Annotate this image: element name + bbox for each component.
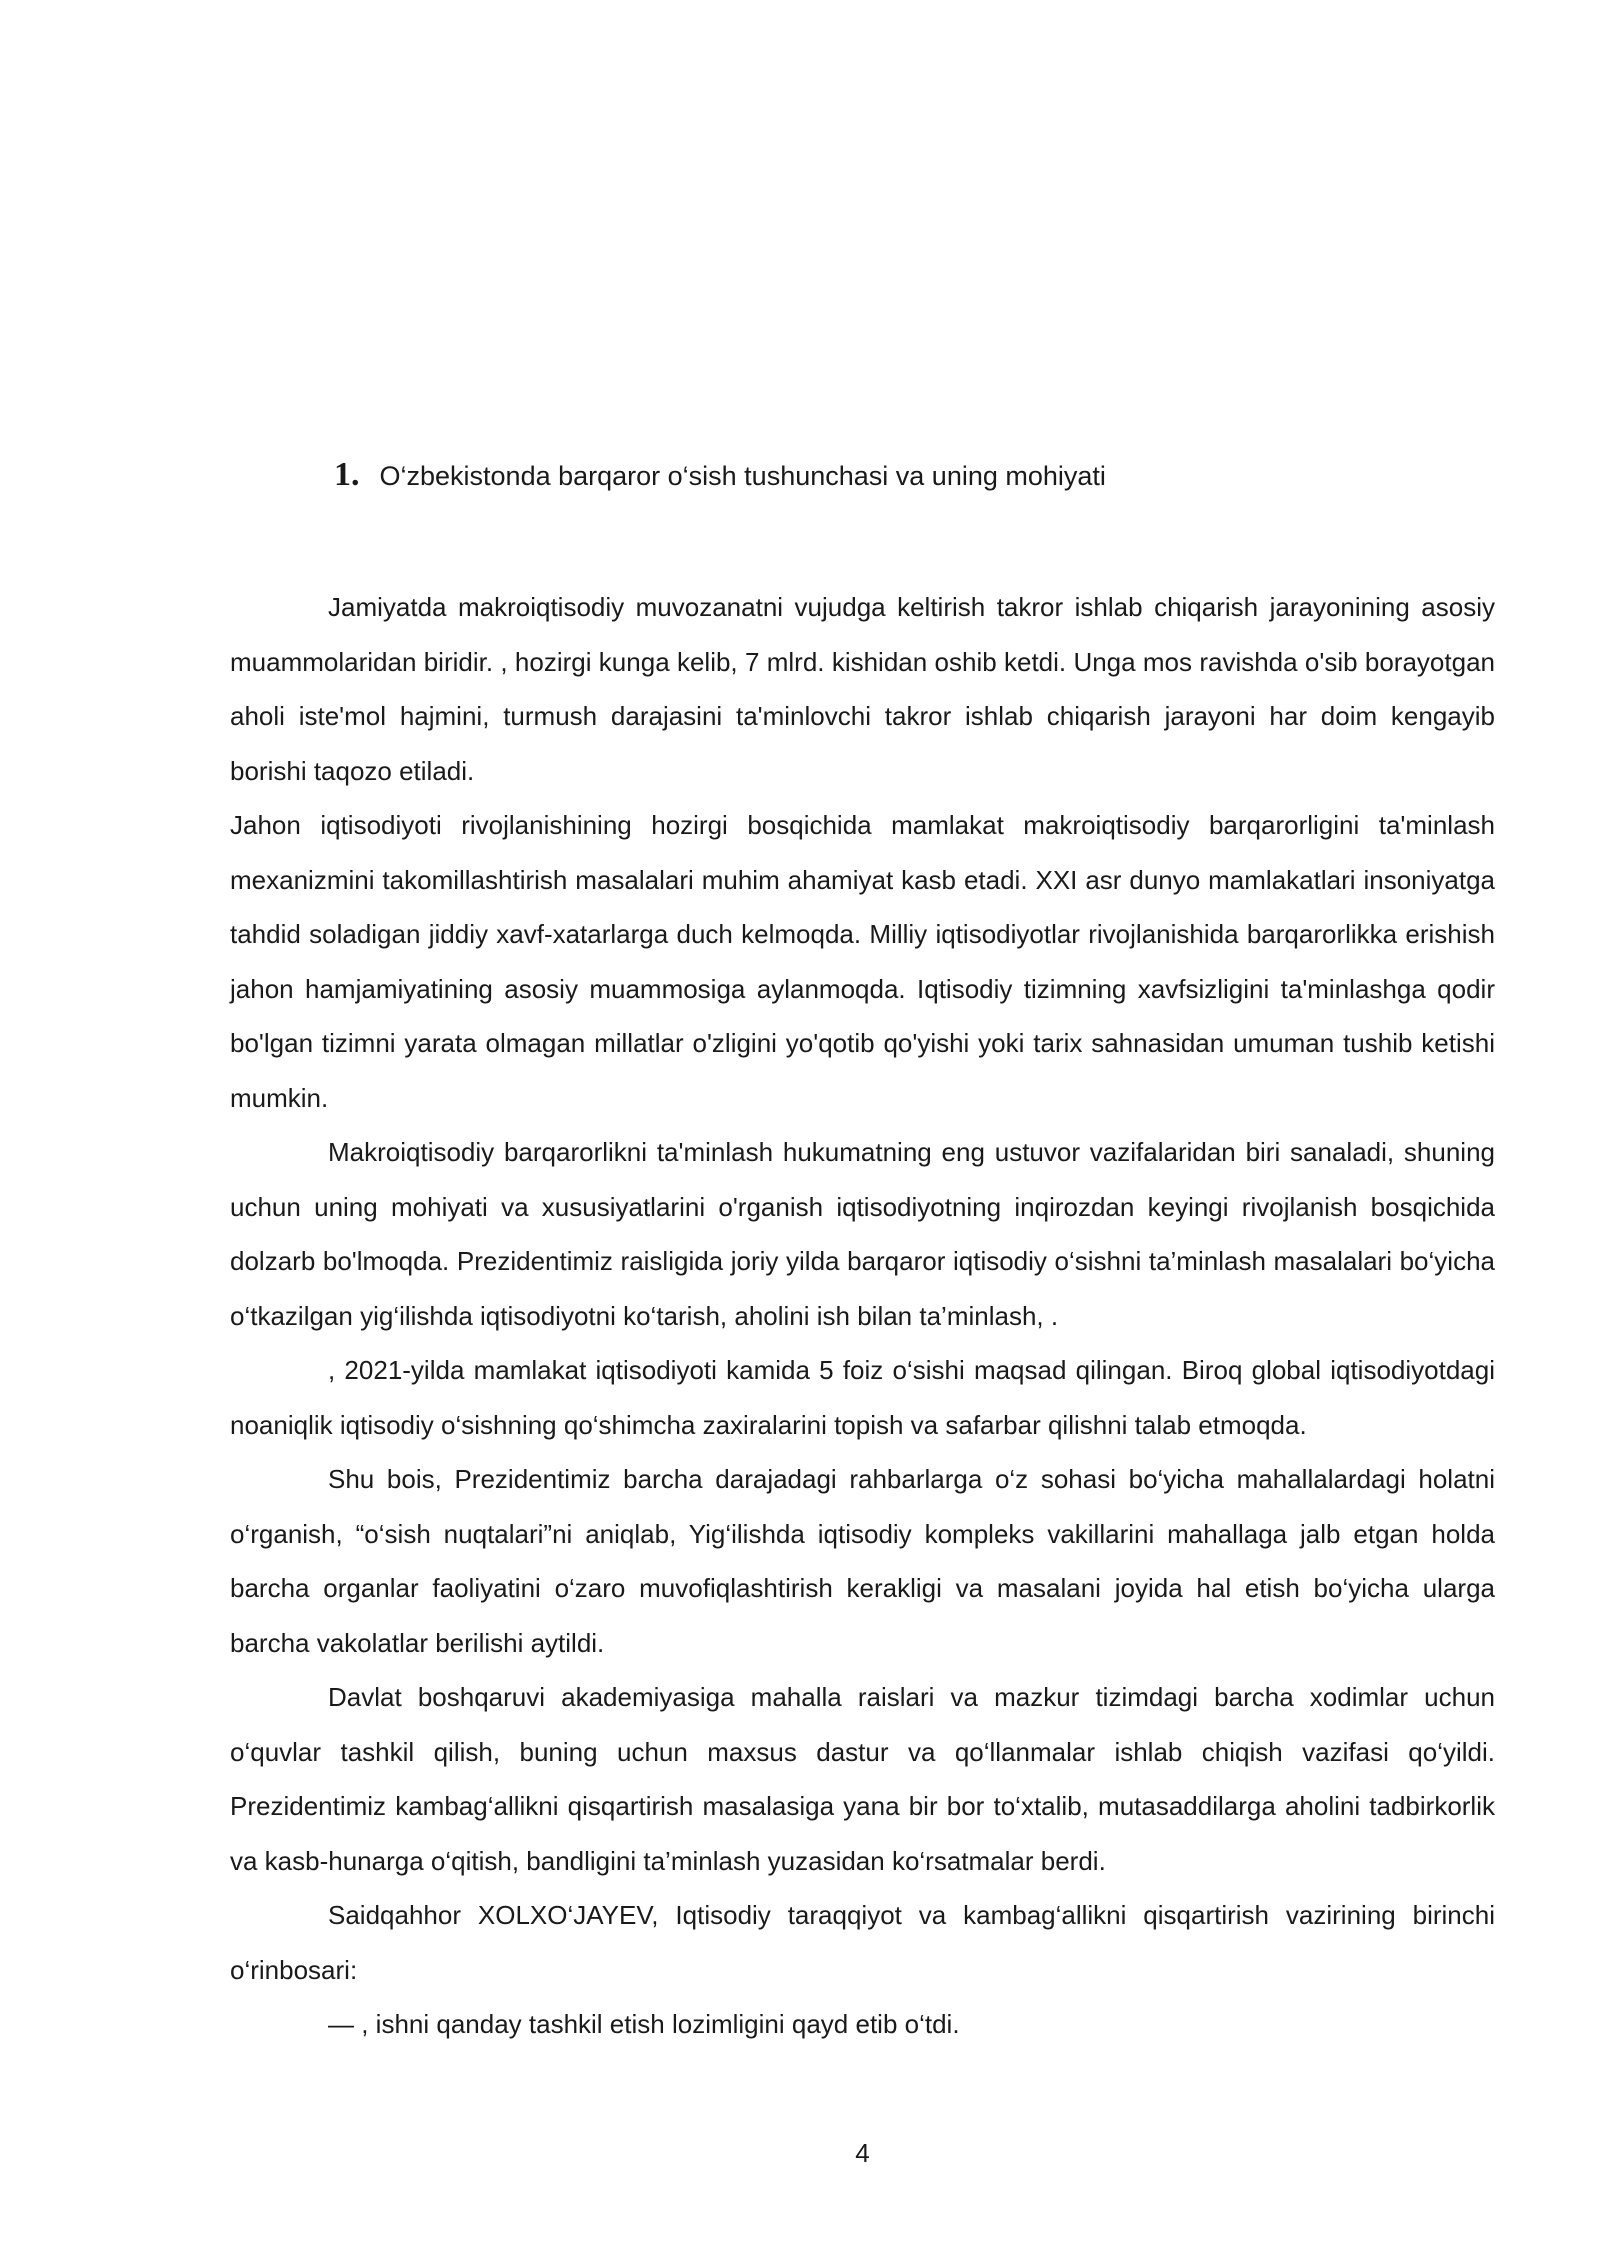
page-number: 4 (855, 2138, 870, 2168)
section-number: 1. (334, 456, 360, 493)
paragraph: Jamiyatda makroiqtisodiy muvozanatni vujudga keltirish takror ishlab chiqarish jarayonining asosiy muammolaridan biridir. , hozirgi kunga kelib, 7 mlrd. kishidan oshib ketdi. Unga mos ravishda o'sib borayotgan aholi iste'mol hajmini, turmush darajasini ta'minlovchi takror ishlab chiqarish jarayoni har doim kengayib borishi taqozo etiladi. (230, 592, 1495, 786)
paragraph: , 2021-yilda mamlakat iqtisodiyoti kamida 5 foiz o‘sishi maqsad qilingan. Biroq global iqtisodiyotdagi noaniqlik iqtisodiy o‘sishning qo‘shimcha zaxiralarini topish va safarbar qilishni talab etmoqda. (230, 1355, 1495, 1440)
paragraph: Jahon iqtisodiyoti rivojlanishining hozirgi bosqichida mamlakat makroiqtisodiy barqarorligini ta'minlash mexanizmini takomillashtirish masalalari muhim ahamiyat kasb etadi. XXI asr dunyo mamlakatlari insoniyatga tahdid soladigan jiddiy xavf-xatarlarga duch kelmoqda. Milliy iqtisodiyotlar rivojlanishida barqarorlikka erishish jahon hamjamiyatining asosiy muammosiga aylanmoqda. Iqtisodiy tizimning xavfsizligini ta'minlashga qodir bo'lgan tizimni yarata olmagan millatlar o'zligini yo'qotib qo'yishi yoki tarix sahnasidan umuman tushib ketishi mumkin. (230, 810, 1495, 1113)
section-title: O‘zbekistonda barqaror o‘sish tushunchasi va uning mohiyati (379, 461, 1106, 491)
paragraph: Makroiqtisodiy barqarorlikni ta'minlash hukumatning eng ustuvor vazifalaridan biri sanaladi, shuning uchun uning mohiyati va xususiyatlarini o'rganish iqtisodiyotning inqirozdan keyingi rivojlanish bosqichida dolzarb bo'lmoqda. Prezidentimiz raisligida joriy yilda barqaror iqtisodiy o‘sishni ta’minlash masalalari bo‘yicha o‘tkazilgan yig‘ilishda iqtisodiyotni ko‘tarish, aholini ish bilan ta’minlash, . (230, 1137, 1495, 1331)
paragraph: — , ishni qanday tashkil etish lozimligini qayd etib o‘tdi. (328, 2009, 960, 2039)
body-text (230, 580, 1495, 2052)
paragraph: Davlat boshqaruvi akademiyasiga mahalla raislari va mazkur tizimdagi barcha xodimlar uchun o‘quvlar tashkil qilish, buning uchun maxsus dastur va qo‘llanmalar ishlab chiqish vazifasi qo‘yildi. Prezidentimiz kambag‘allikni qisqartirish masalasiga yana bir bor to‘xtalib, mutasaddilarga aholini tadbirkorlik va kasb-hunarga o‘qitish, bandligini ta’minlash yuzasidan ko‘rsatmalar berdi. (230, 1682, 1495, 1876)
section-heading (334, 456, 1334, 494)
paragraph: Shu bois, Prezidentimiz barcha darajadagi rahbarlarga o‘z sohasi bo‘yicha mahallalardagi holatni o‘rganish, “o‘sish nuqtalari”ni aniqlab, Yig‘ilishda iqtisodiy kompleks vakillarini mahallaga jalb etgan holda barcha organlar faoliyatini o‘zaro muvofiqlashtirish kerakligi va masalani joyida hal etish bo‘yicha ularga barcha vakolatlar berilishi aytildi. (230, 1464, 1495, 1658)
paragraph: Saidqahhor XOLXO‘JAYEV, Iqtisodiy taraqqiyot va kambag‘allikni qisqartirish vazirining birinchi o‘rinbosari: (230, 1900, 1495, 1985)
